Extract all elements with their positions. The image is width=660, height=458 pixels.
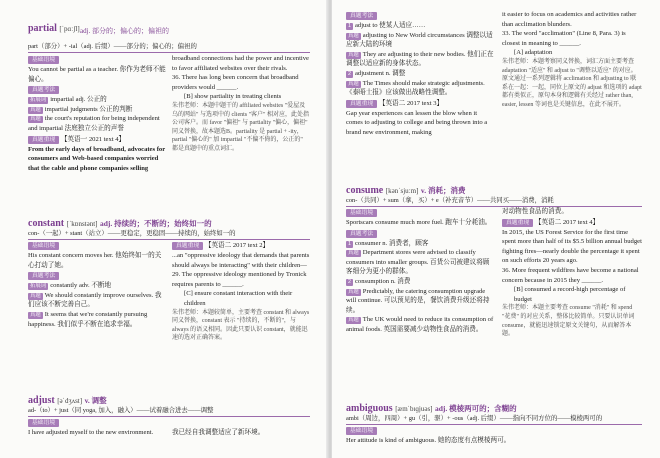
exam-source: 【英语二 2017 text 4】	[534, 218, 600, 226]
label-badge: 真题	[30, 292, 41, 299]
label-badge: 2	[348, 70, 351, 77]
headword: partial	[28, 23, 57, 34]
phonetic: [kənˈsjuːm]	[385, 187, 419, 195]
section-tag: 真题考法	[28, 272, 59, 280]
root-analysis: part（部分）+ -ial（adj. 后缀）——部分的；偏心的；偏袒的	[28, 41, 310, 53]
root-analysis: con-（共同）+ sum（拿，买）+ e（补充音节）——共同买——消费，消耗	[346, 195, 642, 207]
example-translation: 我已经自我调整适应了新环境。	[172, 429, 265, 436]
example-sentence: You cannot be partial as a teacher. 你作为老师不能偏心。	[28, 66, 166, 83]
constant-column-1	[28, 240, 166, 329]
label-badge: 拓展词	[30, 283, 47, 290]
phrase: The Times should make strategic adjustments. 《泰晤士报》应该做出战略性调整。	[346, 79, 485, 97]
phrase: adjust to 使某人适应……	[355, 22, 426, 29]
phrase: Department stores were advised to classify consumers into smaller groups. 百货公司被建议将顾客细分为更小的群体。	[346, 249, 490, 276]
label-badge: 真题	[348, 288, 359, 295]
phonetic: [əˈdʒʌst]	[57, 397, 83, 405]
exam-question: 36. More frequent wildfires have become a national concern because in 2015 they ______.	[502, 266, 639, 284]
exam-passage: it easier to focus on academics and activities rather than acclimation blunders.	[502, 11, 637, 28]
headword-meaning: adj. 持续的；不断的；始终如一的	[100, 219, 212, 228]
section-tag: 基础语境	[346, 427, 377, 435]
section-tag: 真题考法	[346, 230, 377, 238]
right-page	[332, 0, 660, 458]
exam-passage: In 2015, the US Forest Service for the first time spent more than half of its $5.5 billion annual budget fighting fires—nearly double the percentage it spent on such efforts 20 years ago.	[502, 228, 642, 265]
constant-column-2	[172, 240, 310, 343]
label-badge: 1	[348, 240, 351, 247]
root-analysis: ad-（to）+ just（同 yoga, 加入，融入）——试着融合进去——调整	[28, 405, 310, 417]
adjust-cont-column-1	[346, 10, 494, 138]
phrase: It seems that we're constantly pursuing happiness. 我们似乎不断在追求幸福。	[28, 310, 148, 328]
phrase: They are adjusting to their new bodies. 他们正在调整以适应新的身体状态。	[346, 50, 494, 68]
answer-option: [A] adaptation	[514, 49, 553, 57]
phonetic: [ˈpɑːʃl]	[59, 25, 80, 33]
phrase: the court's reputation for being independent and impartial 法庭独立公正的声誉	[28, 115, 160, 132]
headword: constant	[28, 218, 65, 229]
headword-meaning: v. 调整	[84, 396, 107, 405]
teacher-analysis: 朱伟老师：本题考察同义替换，词汇方面主要考查 adaptation "适应" 和 adjust to "调整以适应" 的对应。原文通过一系列逻辑将 acclimation 和 adjusting to 联系在一起：一起，同位上原文的 adjust 和选项的 adapt 都有类似正，原句本身和逻辑有关经过 rather than, easier, lessen 等词也是关键信息，在此不展开。	[502, 58, 642, 108]
answer-option: [B] show partiality in treating clients	[184, 93, 282, 101]
section-tag: 真题重现	[502, 219, 533, 227]
exam-source: 【英语二 2017 text 3】	[378, 99, 444, 107]
section-tag: 基础语境	[28, 242, 59, 250]
label-badge: 真题	[348, 32, 359, 39]
headword: adjust	[28, 395, 55, 406]
label-badge: 2	[348, 278, 351, 285]
phrase: Predictably, the catering consumption upgrade will continue. 可以预见的是，餐饮消费升级还将持续。	[346, 287, 490, 314]
section-tag: 基础语境	[28, 419, 59, 427]
root-analysis: con-（一起）+ stant（站立）——更稳定，更稳固——持续的，始终如一的	[28, 228, 310, 240]
phonetic: [æmˈbɪɡjuəs]	[395, 405, 433, 413]
consume-column-1	[346, 207, 494, 335]
partial-column-2	[172, 54, 310, 154]
section-tag: 真题考法	[346, 12, 377, 20]
label-badge: 真题	[30, 106, 41, 113]
headword-meaning: adj. 模棱两可的；含糊的	[435, 404, 517, 413]
label-badge: 真题	[30, 311, 41, 318]
partial-column-1	[28, 54, 166, 173]
derivative: constantly adv. 不断地	[50, 282, 112, 290]
section-tag: 真题重现	[172, 242, 203, 250]
ambiguous-column	[346, 425, 642, 446]
exam-question: 33. The word "acclimation" (Line 8, Para. 3) is closest in meaning to ______.	[502, 30, 626, 47]
teacher-analysis: 朱伟老师：本题中题干的 affiliated websites "爱屋及乌的网站" 与选项中的 clients "客户" 相对应，此处指公司客户。而 favor "偏袒" 与 partiality "偏心，偏袒" 同义替换，故本题选B。partiality 是 partial + -ity，partial "偏心的" 加 impartial "不偏不倚的，公正的" 都是真题中的重点词汇。	[172, 102, 310, 152]
derivative: impartial adj. 公正的	[50, 96, 107, 104]
section-tag: 基础语境	[28, 56, 59, 64]
headword: ambiguous	[346, 403, 393, 414]
derivative: consumption n. 消费	[355, 277, 411, 285]
label-badge: 真题	[348, 51, 359, 58]
adjust-cont-column-2	[502, 10, 642, 110]
exam-passage: From the early days of broadband, advocates for consumers and Web-based companies worried that the cable and phone companies selling	[28, 145, 166, 172]
label-badge: 真题	[348, 250, 359, 257]
exam-source: 【英语二 2017 text 2】	[204, 242, 270, 249]
label-badge: 真题	[30, 116, 41, 123]
phrase: The UK would need to reduce its consumption of animal foods. 英国需要减少动物性食品的消费。	[346, 316, 494, 333]
root-analysis: ambi（周边，四周）+ gu（引，驱）+ -ous（adj. 后缀）——指向不同方位的——模棱两可的	[346, 413, 642, 425]
derivative: consumer n. 消费者，顾客	[355, 239, 429, 247]
answer-option: [C] ensure constant interaction with their children	[184, 290, 293, 307]
headword-meaning: adj. 部分的；偏心的；偏袒的	[80, 27, 170, 35]
exam-question: 29. The oppressive ideology mentioned by Tronick requires parents to ______.	[172, 271, 307, 288]
section-tag: 真题重现	[346, 100, 377, 108]
adjust-column-1	[28, 417, 166, 438]
adjust-column-2	[172, 428, 310, 438]
exam-passage: broadband connections had the power and incentive to favor affiliated websites over their rivals.	[172, 55, 309, 72]
phrase: impartial judgments 公正的判断	[44, 105, 133, 113]
derivative: adjustment n. 调整	[355, 69, 406, 77]
left-page	[0, 0, 328, 458]
example-sentence: His constant concern moves her. 他始终如一的关心打动了她。	[28, 252, 162, 269]
translation-continued: 对动物性食品的消费。	[502, 208, 568, 215]
label-badge: 真题	[348, 80, 359, 87]
exam-source: 【英语一 2021 text 4】	[60, 135, 126, 143]
phrase: adjusting to New World circumstances 调整以适应新大陆的环境	[346, 31, 493, 49]
exam-question: 36. There has long been concern that broadband providers would ______.	[172, 74, 299, 91]
section-tag: 基础语境	[346, 209, 377, 217]
phonetic: [ˈkɒnstənt]	[66, 220, 98, 228]
teacher-analysis: 朱伟老师：本题主要考查 consume "消耗" 和 spend "花费" 的对应关系，整体比较简单。只要认识单词 consume，就能迅速锁定原文关键句，从而解答本题。	[502, 305, 635, 338]
label-badge: 拓展词	[30, 97, 47, 104]
exam-passage: ...an "oppressive ideology that demands that parents should always be interacting" with their children—	[172, 252, 310, 269]
section-tag: 真题重现	[28, 136, 59, 144]
label-badge: 1	[348, 23, 351, 29]
section-tag: 真题考法	[28, 86, 59, 94]
headword: consume	[346, 185, 384, 196]
teacher-analysis: 朱伟老师：本题较简单，主要考查 constant 和 always 同义替换，constant 表示 "持续的，不断的"，与 always 的语义相同。因此只要认识 constant，就能迅速的选对正确答案。	[172, 309, 310, 342]
example-sentence: I have adjusted myself to the new environment.	[28, 429, 154, 436]
exam-passage: Gap year experiences can lessen the blow when it comes to adjusting to college and being thrown into a brand new environment, making	[346, 109, 488, 136]
headword-meaning: v. 消耗；消费	[420, 186, 466, 195]
phrase: We should constantly improve ourselves. 我们应该不断完善自己。	[28, 291, 162, 309]
label-badge: 真题	[348, 317, 359, 324]
consume-column-2	[502, 207, 642, 339]
answer-option: [B] consumed a record-high percentage of budget	[514, 286, 626, 303]
example-sentence: Sportscars consume much more fuel. 跑车十分耗油。	[346, 219, 492, 226]
example-sentence: Her attitude is kind of ambiguous. 她的态度有点模棱两可。	[346, 437, 511, 444]
